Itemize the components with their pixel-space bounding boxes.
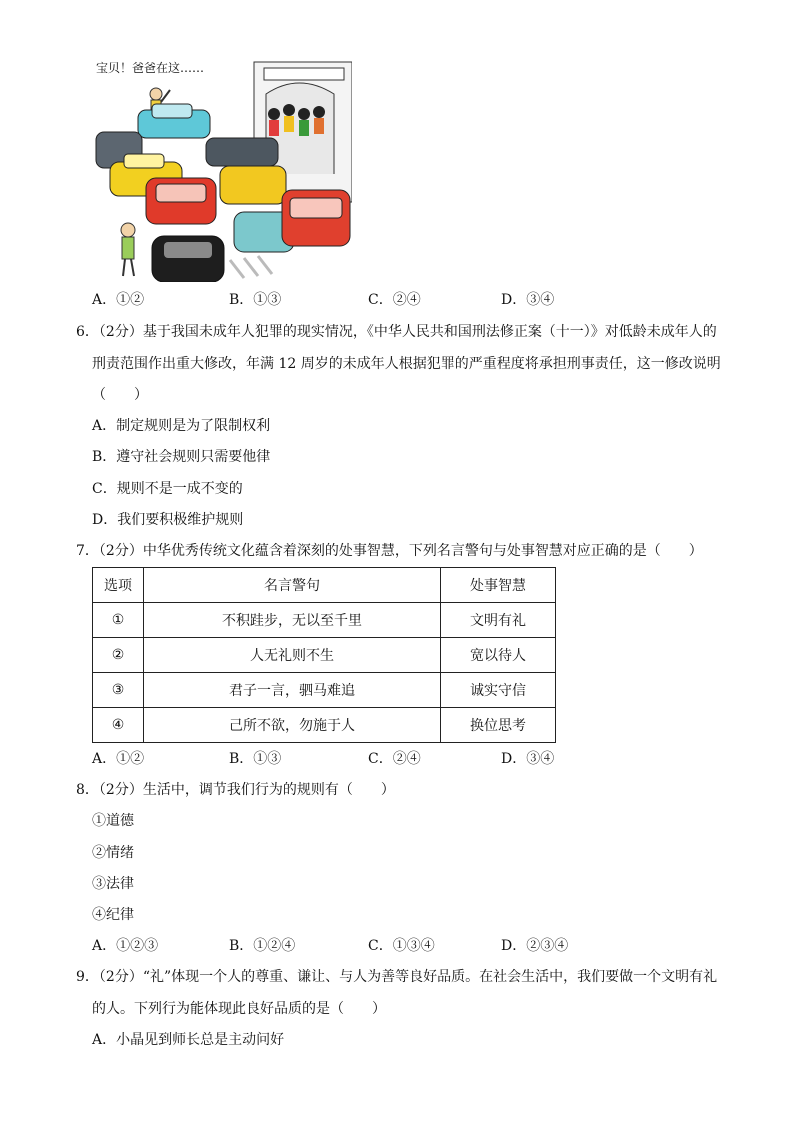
q7-option-d[interactable]: D．③④ <box>501 751 555 767</box>
q6-stem-line2: 刑责范围作出重大修改，年满 12 周岁的未成年人根据犯罪的严重程度将承担刑事责任，这一修改说明 <box>92 356 721 372</box>
q7-cell: ② <box>93 638 144 673</box>
q7-cell: 不积跬步，无以至千里 <box>144 603 441 638</box>
girl-figure <box>121 223 135 276</box>
q8-item: ①道德 <box>92 813 134 829</box>
q7-option-b[interactable]: B．①③ <box>229 751 282 767</box>
q7-stem: 7．（2分）中华优秀传统文化蕴含着深刻的处事智慧，下列名言警句与处事智慧对应正确的是（ ） <box>76 543 703 559</box>
q7-option-a[interactable]: A．①② <box>92 751 145 767</box>
q8-item: ③法律 <box>92 876 134 892</box>
crosswalk <box>230 256 272 278</box>
q8-option-a[interactable]: A．①②③ <box>92 938 159 954</box>
table-row <box>93 638 556 673</box>
q8-option-d[interactable]: D．②③④ <box>501 938 569 954</box>
q9-option-a[interactable]: A．小晶见到师长总是主动问好 <box>92 1032 285 1048</box>
q5-option-a[interactable]: A．①② <box>92 292 145 308</box>
speech-text: 宝贝！爸爸在这…… <box>96 61 205 75</box>
q7-header-wisdom: 处事智慧 <box>441 568 556 603</box>
q9-stem-line2: 的人。下列行为能体现此良好品质的是（ ） <box>92 1001 386 1017</box>
q9-stem-line1: 9．（2分）“礼”体现一个人的尊重、谦让、与人为善等良好品质。在社会生活中，我们要做一个文明有礼 <box>76 969 718 985</box>
q8-item: ④纪律 <box>92 907 134 923</box>
q8-option-c[interactable]: C．①③④ <box>368 938 435 954</box>
q7-option-c[interactable]: C．②④ <box>368 751 421 767</box>
q7-header-option: 选项 <box>93 568 144 603</box>
q6-option-b[interactable]: B．遵守社会规则只需要他律 <box>92 449 271 465</box>
traffic-cartoon-illustration <box>94 54 352 282</box>
q7-cell: 换位思考 <box>441 708 556 743</box>
q8-item: ②情绪 <box>92 845 134 861</box>
q7-table-header <box>93 568 556 603</box>
q6-option-d[interactable]: D．我们要积极维护规则 <box>92 512 244 528</box>
q6-option-a[interactable]: A．制定规则是为了限制权利 <box>92 418 271 434</box>
q7-cell: 己所不欲，勿施于人 <box>144 708 441 743</box>
q6-stem-line3: （ ） <box>92 387 148 403</box>
car-yellow-right <box>220 166 286 204</box>
car-cyan-top <box>138 104 210 138</box>
q8-option-b[interactable]: B．①②④ <box>229 938 296 954</box>
car-dark-mid <box>206 138 278 166</box>
table-row <box>93 673 556 708</box>
car-red-mid <box>146 178 216 224</box>
q7-cell: ④ <box>93 708 144 743</box>
q7-cell: 君子一言，驷马难追 <box>144 673 441 708</box>
q7-cell: 人无礼则不生 <box>144 638 441 673</box>
q6-stem-line1: 6．（2分）基于我国未成年人犯罪的现实情况，《中华人民共和国刑法修正案（十一）》对低龄未成年人的 <box>76 324 717 340</box>
q7-cell: 文明有礼 <box>441 603 556 638</box>
q5-option-c[interactable]: C．②④ <box>368 292 421 308</box>
table-row <box>93 603 556 638</box>
car-red-right <box>282 190 350 246</box>
q8-stem: 8．（2分）生活中，调节我们行为的规则有（ ） <box>76 782 395 798</box>
q7-cell: ① <box>93 603 144 638</box>
q7-cell: 诚实守信 <box>441 673 556 708</box>
car-black-bottom <box>152 236 224 282</box>
q6-option-c[interactable]: C．规则不是一成不变的 <box>92 481 243 497</box>
table-row <box>93 708 556 743</box>
q7-cell: 宽以待人 <box>441 638 556 673</box>
q7-cell: ③ <box>93 673 144 708</box>
q7-header-quote: 名言警句 <box>144 568 441 603</box>
q7-table <box>92 567 556 743</box>
q5-option-b[interactable]: B．①③ <box>229 292 282 308</box>
q5-option-d[interactable]: D．③④ <box>501 292 555 308</box>
